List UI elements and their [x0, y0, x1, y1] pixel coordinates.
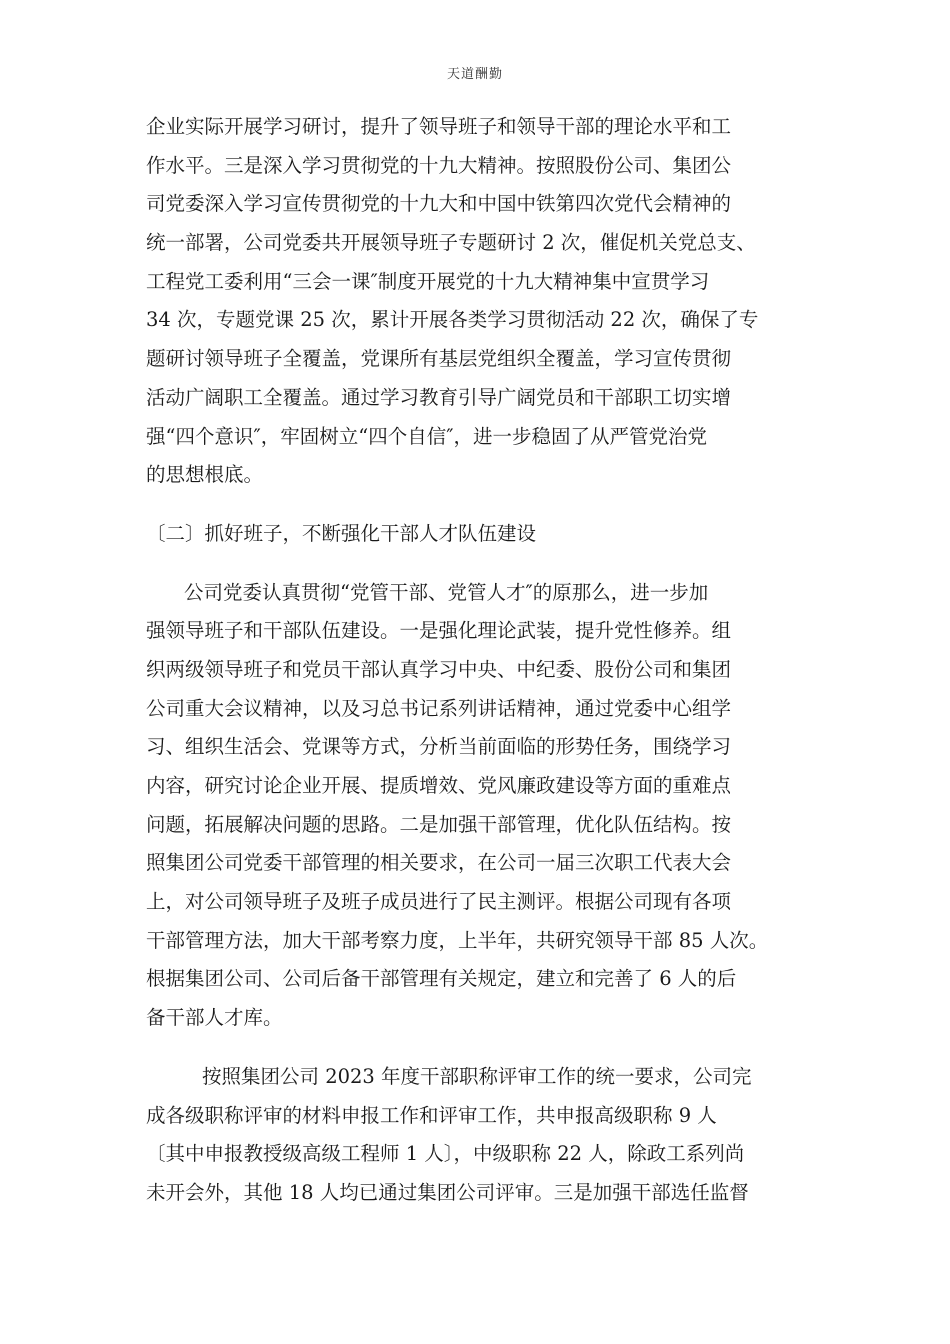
paragraph-line: 内容，研究讨论企业开展、提质增效、党风廉政建设等方面的重难点 — [146, 774, 732, 797]
paragraph-1 — [146, 108, 806, 495]
paragraph-line: 织两级领导班子和党员干部认真学习中央、中纪委、股份公司和集团 — [146, 657, 732, 681]
paragraph-line: 习、组织生活会、党课等方式，分析当前面临的形势任务，围绕学习 — [146, 735, 732, 759]
paragraph-line: 干部管理方法，加大干部考察力度，上半年，共研究领导干部 85 人次。 — [146, 928, 769, 952]
paragraph-line: 照集团公司党委干部管理的相关要求，在公司一届三次职工代表大会 — [146, 851, 732, 875]
paragraph-line: 未开会外，其他 18 人均已通过集团公司评审。三是加强干部选任监督 — [146, 1180, 749, 1204]
paragraph-2 — [146, 574, 806, 1038]
paragraph-gap — [146, 1038, 806, 1058]
section-heading — [146, 515, 806, 554]
document-body — [146, 108, 806, 1213]
paragraph-line: 公司党委认真贯彻“党管干部、党管人才″的原那么，进一步加 — [184, 580, 709, 604]
paragraph-gap — [146, 495, 806, 515]
paragraph-line: 上，对公司领导班子及班子成员进行了民主测评。根据公司现有各项 — [146, 890, 732, 914]
paragraph-line: 强“四个意识″，牢固树立“四个自信″，进一步稳固了从严管党治党 — [146, 424, 708, 448]
paragraph-line: 司党委深入学习宣传贯彻党的十九大和中国中铁第四次党代会精神的 — [146, 192, 732, 216]
paragraph-3 — [146, 1058, 806, 1213]
paragraph-line: 问题，拓展解决问题的思路。二是加强干部管理，优化队伍结构。按 — [146, 812, 732, 836]
paragraph-line: 〔其中申报教授级高级工程师 1 人〕，中级职称 22 人，除政工系列尚 — [146, 1142, 745, 1166]
paragraph-line: 根据集团公司、公司后备干部管理有关规定，建立和完善了 6 人的后 — [146, 967, 737, 991]
paragraph-line: 题研讨领导班子全覆盖，党课所有基层党组织全覆盖，学习宣传贯彻 — [146, 347, 732, 371]
paragraph-gap — [146, 554, 806, 574]
paragraph-line: 企业实际开展学习研讨，提升了领导班子和领导干部的理论水平和工 — [146, 115, 732, 138]
paragraph-line: 强领导班子和干部队伍建设。一是强化理论武装，提升党性修养。组 — [146, 619, 732, 643]
paragraph-line: 按照集团公司 2023 年度干部职称评审工作的统一要求，公司完 — [202, 1064, 752, 1088]
paragraph-line: 工程党工委利用“三会一课″制度开展党的十九大精神集中宣贯学习 — [146, 269, 710, 293]
page-header: 天道酬勤 — [446, 67, 503, 82]
paragraph-line: 备干部人才库。 — [146, 1006, 283, 1030]
paragraph-line: 公司重大会议精神，以及习总书记系列讲话精神，通过党委中心组学 — [146, 696, 732, 720]
paragraph-line: 作水平。三是深入学习贯彻党的十九大精神。按照股份公司、集团公 — [146, 153, 732, 177]
paragraph-line: 统一部署，公司党委共开展领导班子专题研讨 2 次，催促机关党总支、 — [146, 231, 756, 255]
paragraph-line: 的思想根底。 — [146, 463, 264, 487]
paragraph-line: 成各级职称评审的材料申报工作和评审工作，共申报高级职称 9 人 — [146, 1103, 717, 1127]
paragraph-line: 34 次，专题党课 25 次，累计开展各类学习贯彻活动 22 次，确保了专 — [146, 308, 759, 332]
paragraph-line: 活动广阔职工全覆盖。通过学习教育引导广阔党员和干部职工切实增 — [146, 385, 732, 409]
section-heading-text: 〔二〕抓好班子，不断强化干部人才队伍建设 — [146, 521, 537, 545]
